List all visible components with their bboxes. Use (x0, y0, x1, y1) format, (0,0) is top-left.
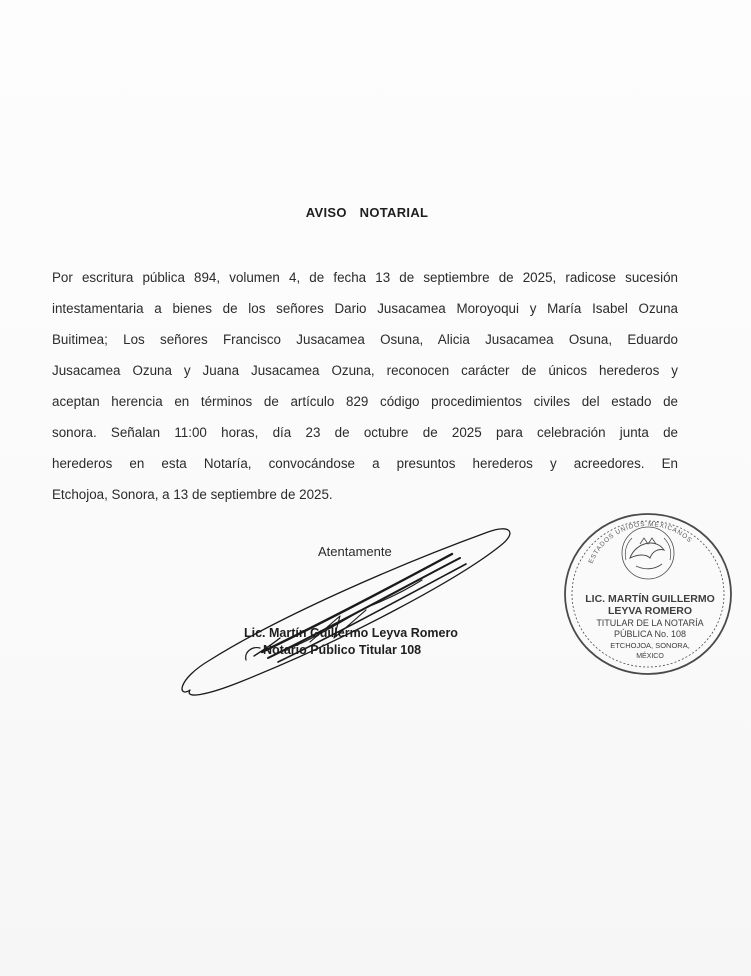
notice-line: Etchojoa, Sonora, a 13 de septiembre de 2025. (52, 487, 333, 502)
seal-line-1: LIC. MARTÍN GUILLERMO (585, 593, 715, 605)
notice-line: Por escritura pública 894, volumen 4, de fecha 13 de septiembre de 2025, radicose sucesión (52, 270, 678, 285)
closing-salutation: Atentamente (318, 544, 392, 559)
notice-line: sonora. Señalan 11:00 horas, día 23 de octubre de 2025 para celebración junta de (52, 425, 678, 440)
seal-line-3: TITULAR DE LA NOTARÍA (596, 618, 704, 628)
notice-line: Buitimea; Los señores Francisco Jusacamea Osuna, Alicia Jusacamea Osuna, Eduardo (52, 332, 678, 347)
seal-ring-text: ESTADOS UNIDOS MEXICANOS (587, 520, 694, 565)
notice-body (52, 262, 678, 510)
seal-line-6: MÉXICO (636, 653, 664, 660)
notice-line: aceptan herencia en términos de artículo 829 código procedimientos civiles del estado de (52, 394, 678, 409)
seal-line-2: LEYVA ROMERO (607, 605, 693, 617)
seal-line-4: PÚBLICA No. 108 (613, 629, 687, 639)
notice-line: Jusacamea Ozuna y Juana Jusacamea Ozuna, reconocen carácter de únicos herederos y (52, 363, 678, 378)
signer-role: Notario Público Titular 108 (263, 643, 422, 657)
notary-seal (560, 508, 735, 678)
notice-line: herederos en esta Notaría, convocándose a presuntos herederos y acreedores. En (52, 456, 678, 471)
seal-line-5: ETCHOJOA, SONORA, (610, 641, 690, 650)
signer-name: Lic. Martín Guillermo Leyva Romero (244, 626, 458, 640)
handwritten-signature (170, 520, 520, 710)
notice-line: intestamentaria a bienes de los señores Dario Jusacamea Moroyoqui y María Isabel Ozuna (52, 301, 678, 316)
notice-title: AVISO NOTARIAL (305, 205, 429, 220)
